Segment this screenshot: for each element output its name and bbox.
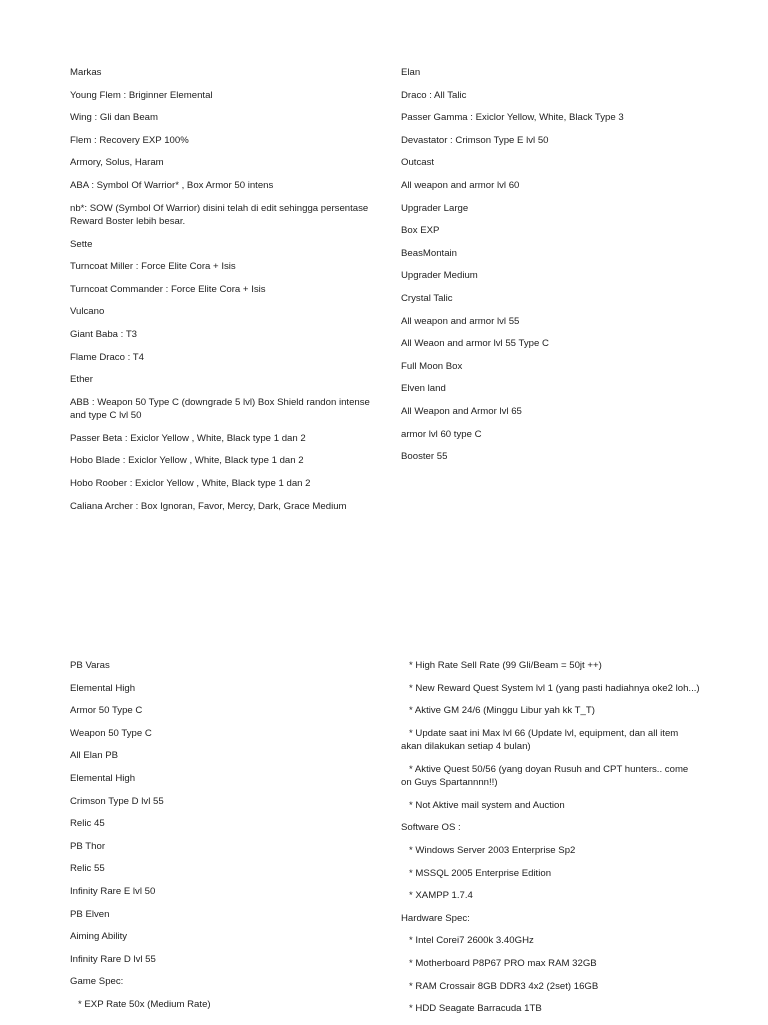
text-line: BeasMontain	[401, 247, 457, 259]
text-line: Elemental High	[70, 772, 136, 784]
text-line: Vulcano	[70, 306, 105, 318]
text-line: * Windows Server 2003 Enterprise Sp2	[401, 844, 576, 856]
text-line: Flem : Recovery EXP 100%	[70, 134, 189, 146]
text-line: Elemental High	[70, 682, 136, 694]
text-line: * RAM Crossair 8GB DDR3 4x2 (2set) 16GB	[401, 980, 599, 992]
text-line: * Not Aktive mail system and Auction	[401, 799, 565, 811]
text-line: All Weaon and armor lvl 55 Type C	[401, 338, 549, 350]
text-line: nb*: SOW (Symbol Of Warrior) disini telah di edit sehingga persentase Reward Boster lebih besar.	[70, 202, 371, 227]
text-line: Caliana Archer : Box Ignoran, Favor, Mercy, Dark, Grace Medium	[70, 500, 347, 512]
text-line: Box EXP	[401, 225, 440, 237]
text-line: Ether	[70, 374, 93, 386]
text-line: * MSSQL 2005 Enterprise Edition	[401, 867, 552, 879]
text-line: Infinity Rare D lvl 55	[70, 953, 156, 965]
text-line: Flame Draco : T4	[70, 351, 144, 363]
text-line: ABA : Symbol Of Warrior* , Box Armor 50 intens	[70, 179, 274, 191]
text-line: * HDD Seagate Barracuda 1TB	[401, 1003, 542, 1015]
text-line: Wing : Gli dan Beam	[70, 112, 158, 124]
page2-left-column	[70, 659, 370, 1021]
text-line: Turncoat Miller : Force Elite Cora + Isis	[70, 261, 236, 273]
text-line: Upgrader Large	[401, 202, 469, 214]
text-line: Armor 50 Type C	[70, 705, 143, 717]
text-line: Weapon 50 Type C	[70, 727, 152, 739]
text-line: Upgrader Medium	[401, 270, 478, 282]
text-line: All weapon and armor lvl 55	[401, 315, 520, 327]
text-line: Crystal Talic	[401, 292, 453, 304]
text-line: Relic 45	[70, 818, 105, 830]
text-line: Elven land	[401, 383, 446, 395]
text-line: * New Reward Quest System lvl 1 (yang pasti hadiahnya oke2 loh...)	[401, 682, 700, 694]
text-line: Hardware Spec:	[401, 912, 470, 924]
text-line: Infinity Rare E lvl 50	[70, 885, 156, 897]
text-line: Full Moon Box	[401, 360, 463, 372]
text-line: * Update saat ini Max lvl 66 (Update lvl, equipment, dan all item akan dilakukan setiap 4 bulan)	[401, 727, 681, 753]
text-line: * Aktive Quest 50/56 (yang doyan Rusuh and CPT hunters.. come on Guys Spartannnn!!)	[401, 763, 691, 789]
text-line: All weapon and armor lvl 60	[401, 179, 520, 191]
text-line: Game Spec:	[70, 976, 124, 988]
text-line: Sette	[70, 238, 93, 250]
text-line: * Intel Corei7 2600k 3.40GHz	[401, 935, 534, 947]
text-line: Aiming Ability	[70, 931, 128, 943]
text-line: PB Thor	[70, 840, 106, 852]
page1-left-column	[70, 66, 373, 522]
text-line: Devastator : Crimson Type E lvl 50	[401, 134, 549, 146]
text-line: Elan	[401, 67, 421, 78]
page1-right-column	[401, 66, 701, 473]
text-line: * High Rate Sell Rate (99 Gli/Beam = 50jt ++)	[401, 660, 602, 671]
text-line: Hobo Roober : Exiclor Yellow , White, Black type 1 dan 2	[70, 477, 311, 489]
text-line: Hobo Blade : Exiclor Yellow , White, Black type 1 dan 2	[70, 455, 304, 467]
text-line: * EXP Rate 50x (Medium Rate)	[70, 998, 211, 1010]
text-line: Software OS :	[401, 822, 461, 834]
text-line: Young Flem : Briginner Elemental	[70, 89, 213, 101]
text-line: PB Varas	[70, 660, 110, 671]
text-line: All Weapon and Armor lvl 65	[401, 405, 522, 417]
text-line: Giant Baba : T3	[70, 328, 138, 340]
text-line: Turncoat Commander : Force Elite Cora + Isis	[70, 283, 266, 295]
text-line: Markas	[70, 67, 102, 78]
text-line: Outcast	[401, 157, 435, 169]
text-line: armor lvl 60 type C	[401, 428, 482, 440]
text-line: Booster 55	[401, 451, 448, 463]
text-line: * Motherboard P8P67 PRO max RAM 32GB	[401, 957, 597, 969]
text-line: ABB : Weapon 50 Type C (downgrade 5 lvl) Box Shield randon intense and type C lvl 50	[70, 396, 373, 422]
text-line: PB Elven	[70, 908, 110, 920]
text-line: Relic 55	[70, 863, 105, 875]
text-line: Passer Beta : Exiclor Yellow , White, Black type 1 dan 2	[70, 432, 306, 444]
text-line: * XAMPP 1.7.4	[401, 890, 473, 902]
text-line: Armory, Solus, Haram	[70, 157, 164, 169]
text-line: Passer Gamma : Exiclor Yellow, White, Black Type 3	[401, 112, 624, 124]
text-line: Draco : All Talic	[401, 89, 467, 101]
text-line: Crimson Type D lvl 55	[70, 795, 164, 807]
page2-right-column	[401, 659, 701, 1025]
text-line: * Aktive GM 24/6 (Minggu Libur yah kk T_T)	[401, 705, 595, 717]
text-line: All Elan PB	[70, 750, 118, 762]
